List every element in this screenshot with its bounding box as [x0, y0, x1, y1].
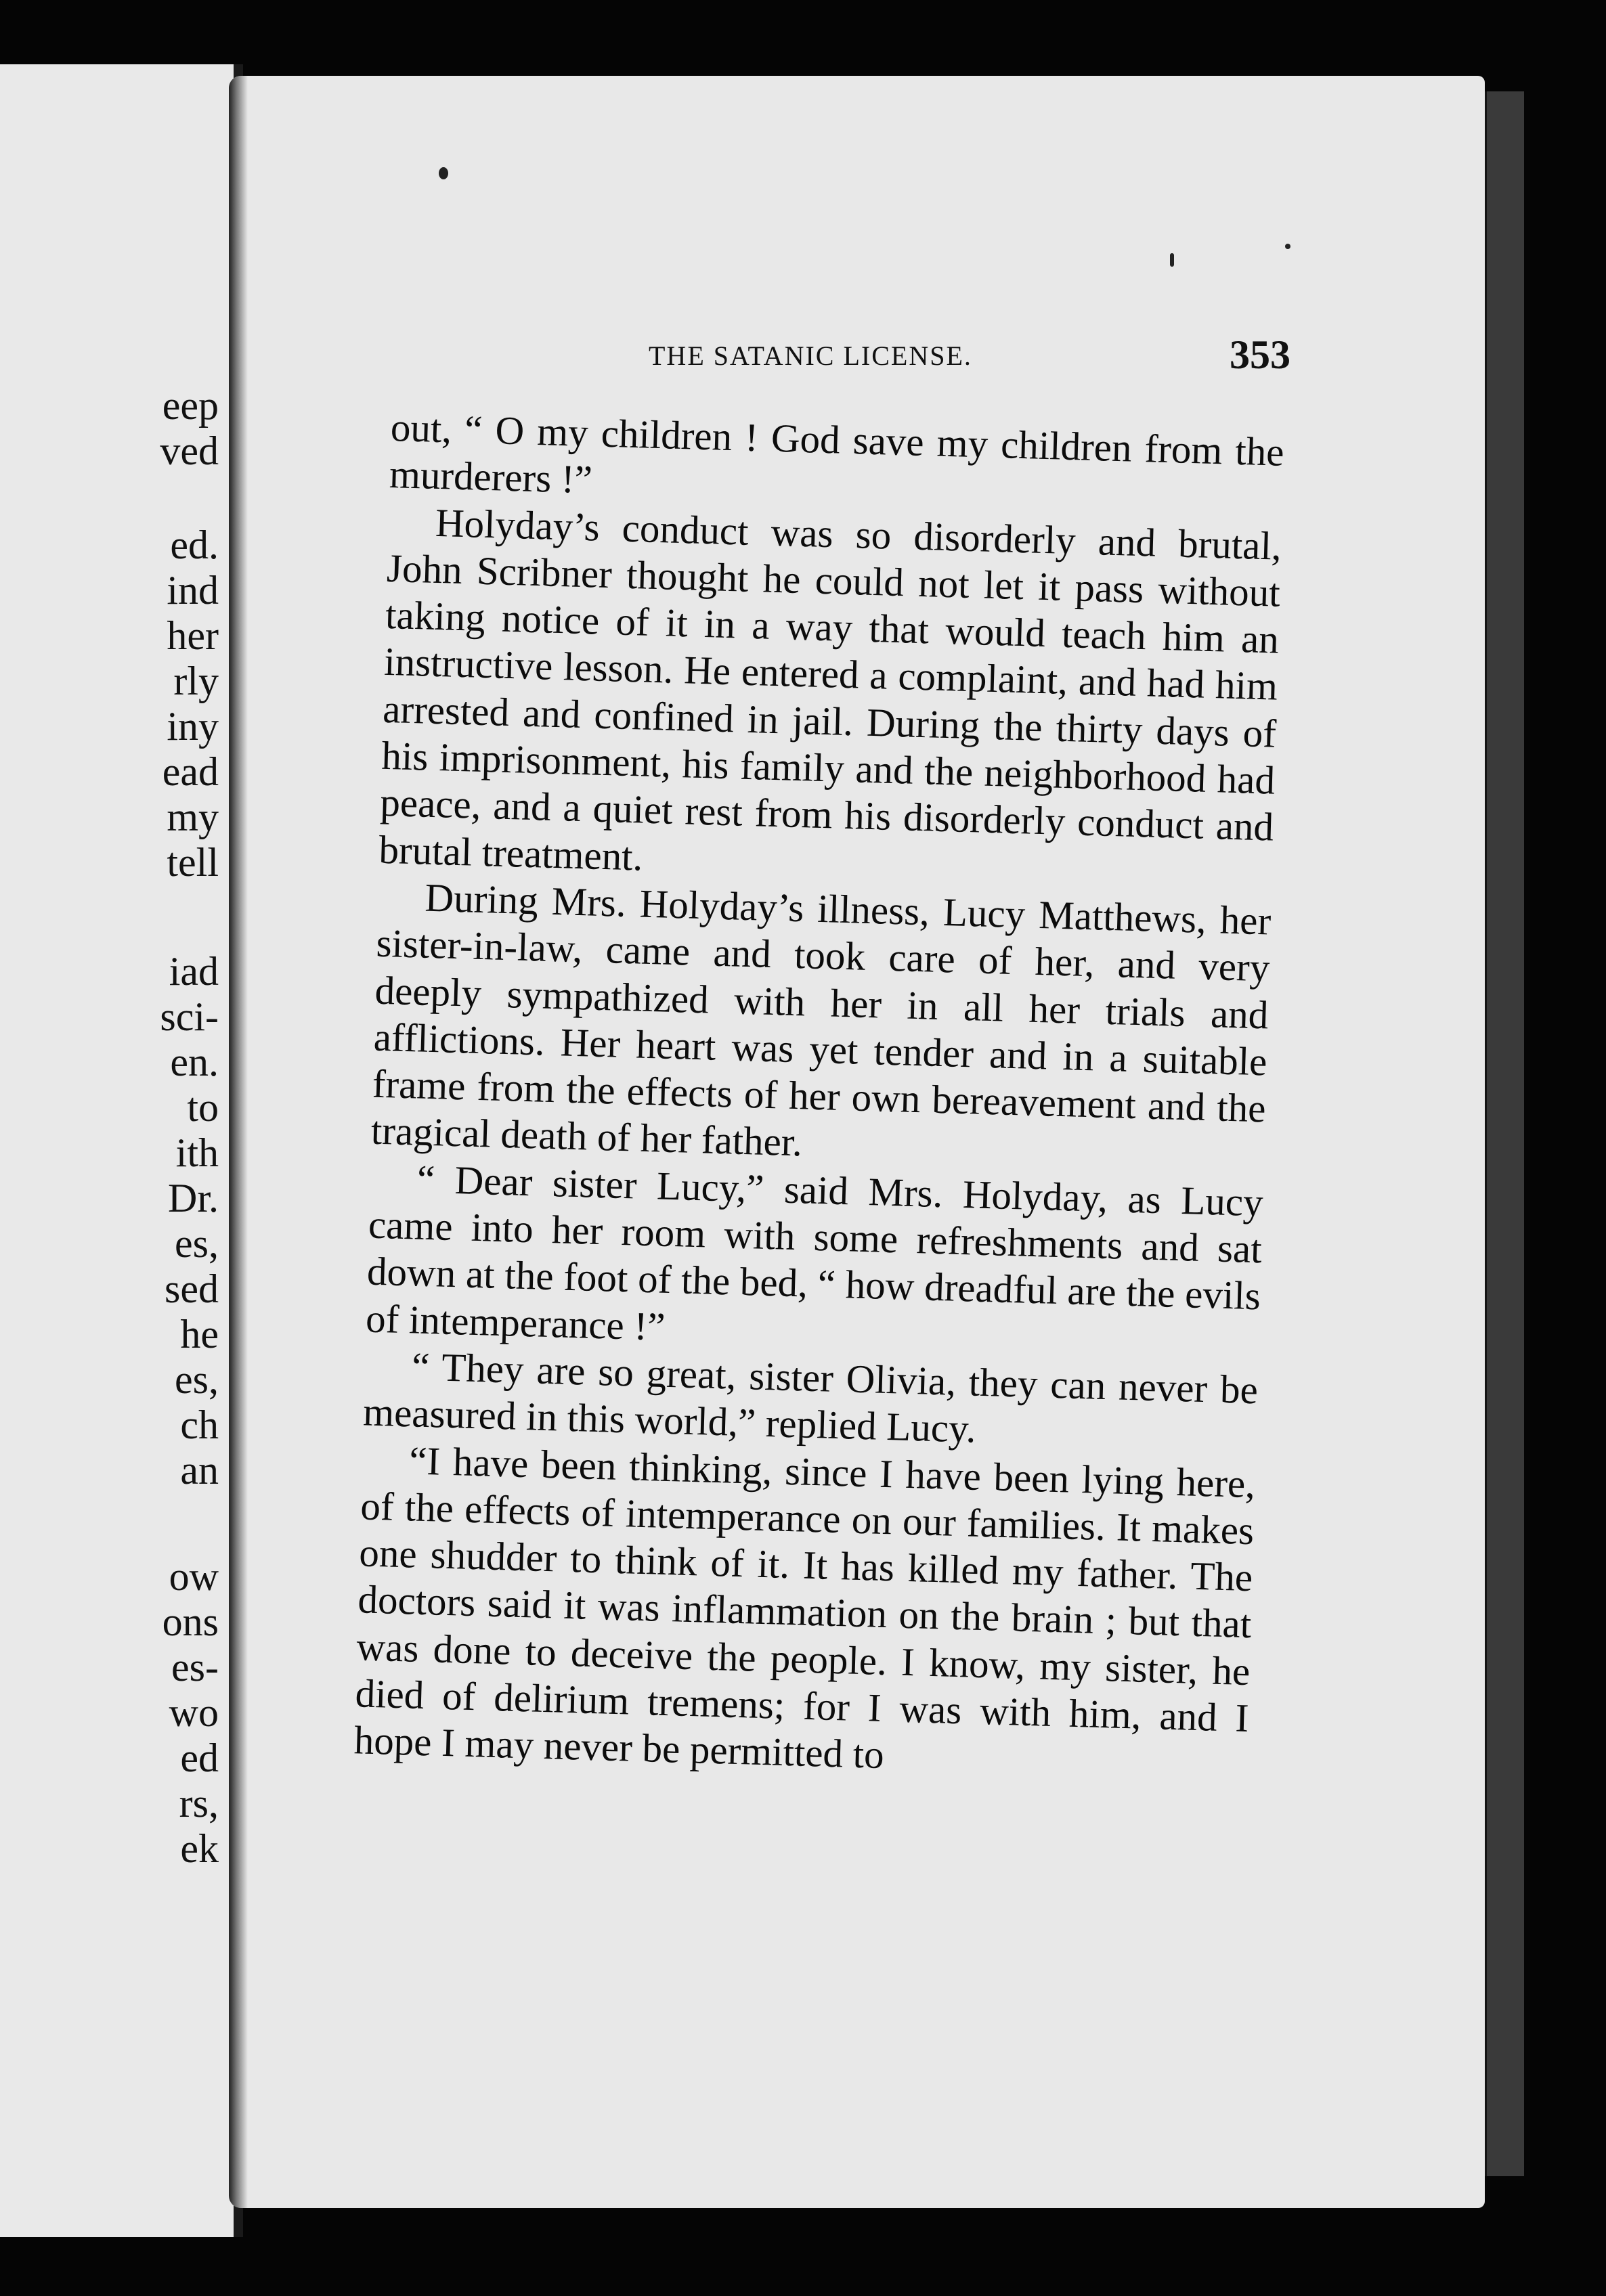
- paragraph: “I have been thinking, since I have been lying here, of the effects of intemperance on our families. It makes one shudder to think of it. It has killed my father. The doctors said it was inflammation on the brain ; but that was done to deceive the people. I know, my sister, he died of delirium tremens; for I was with him, and I hope I may never be permitted to: [353, 1437, 1256, 1778]
- paragraph: “ They are so great, sister Olivia, they can never be measured in this world,” replied Lucy.: [362, 1344, 1259, 1451]
- left-page-line: Dr.: [168, 1176, 219, 1220]
- paragraph: “ Dear sister Lucy,” said Mrs. Holyday, as Lucy came into her room with some refreshments and sat down at the foot of the bed, “ how dreadful are the evils of intemperance !”: [365, 1156, 1264, 1349]
- paragraph: During Mrs. Holyday’s illness, Lucy Matthews, her sister-in-law, came and took care of her, and very deeply sympathized with her in all her trials and afflictions. Her heart was yet tender and in a suitable frame from the effects of her own bereavement and the tragical death of her father.: [370, 875, 1272, 1165]
- left-page-line: ek: [180, 1826, 219, 1871]
- book-page: [229, 76, 1485, 2208]
- ink-speck: [1285, 244, 1290, 249]
- page-edge-shadow: [1481, 91, 1524, 2176]
- left-page-line: ith: [175, 1130, 219, 1175]
- left-page-line: my: [167, 795, 219, 839]
- left-page-line: her: [167, 613, 219, 658]
- left-page-line: ons: [162, 1599, 219, 1644]
- ink-speck: [439, 167, 448, 179]
- left-page-line: sed: [165, 1266, 219, 1311]
- left-page-line: ow: [169, 1554, 219, 1599]
- left-page-line: es,: [175, 1357, 219, 1402]
- left-page-line: iad: [169, 949, 219, 994]
- paragraph: Holyday’s conduct was so disorderly and brutal, John Scribner thought he could not let it pass without taking notice of it in a way that would teach him an instructive lesson. He entered a complaint, and had him arrested and confined in jail. During the thirty days of his imprisonment, his family and the neighborhood had peace, and a quiet rest from his disorderly conduct and brutal treatment.: [378, 500, 1282, 879]
- left-page-line: rs,: [179, 1781, 219, 1826]
- page-body-text: [353, 404, 1285, 1789]
- left-page-line: es-: [171, 1645, 219, 1690]
- left-page-line: ind: [167, 568, 219, 613]
- left-page-line: es,: [175, 1221, 219, 1266]
- left-page-line: to: [187, 1085, 219, 1130]
- previous-page-fragment: [0, 64, 243, 2237]
- left-page-line: ved: [160, 428, 219, 473]
- left-page-line: ch: [180, 1403, 219, 1447]
- gutter-shadow: [229, 76, 248, 2208]
- left-page-line: an: [180, 1448, 219, 1493]
- paragraph: out, “ O my children ! God save my children from the murderers !”: [389, 404, 1285, 502]
- page-number: 353: [1230, 332, 1290, 377]
- ink-speck: [1170, 253, 1174, 267]
- left-page-line: ead: [162, 749, 219, 794]
- running-head: THE SATANIC LICENSE.: [649, 340, 972, 371]
- left-page-line: wo: [169, 1690, 219, 1735]
- left-page-line: tell: [167, 840, 219, 885]
- left-page-line: ed: [180, 1736, 219, 1780]
- left-page-line: en.: [170, 1040, 219, 1084]
- left-page-line: iny: [167, 704, 219, 749]
- left-page-line: he: [180, 1312, 219, 1356]
- left-page-line: eep: [162, 383, 219, 428]
- left-page-line: sci-: [160, 994, 219, 1039]
- left-page-line: ed.: [170, 523, 219, 567]
- left-page-line: rly: [173, 659, 219, 703]
